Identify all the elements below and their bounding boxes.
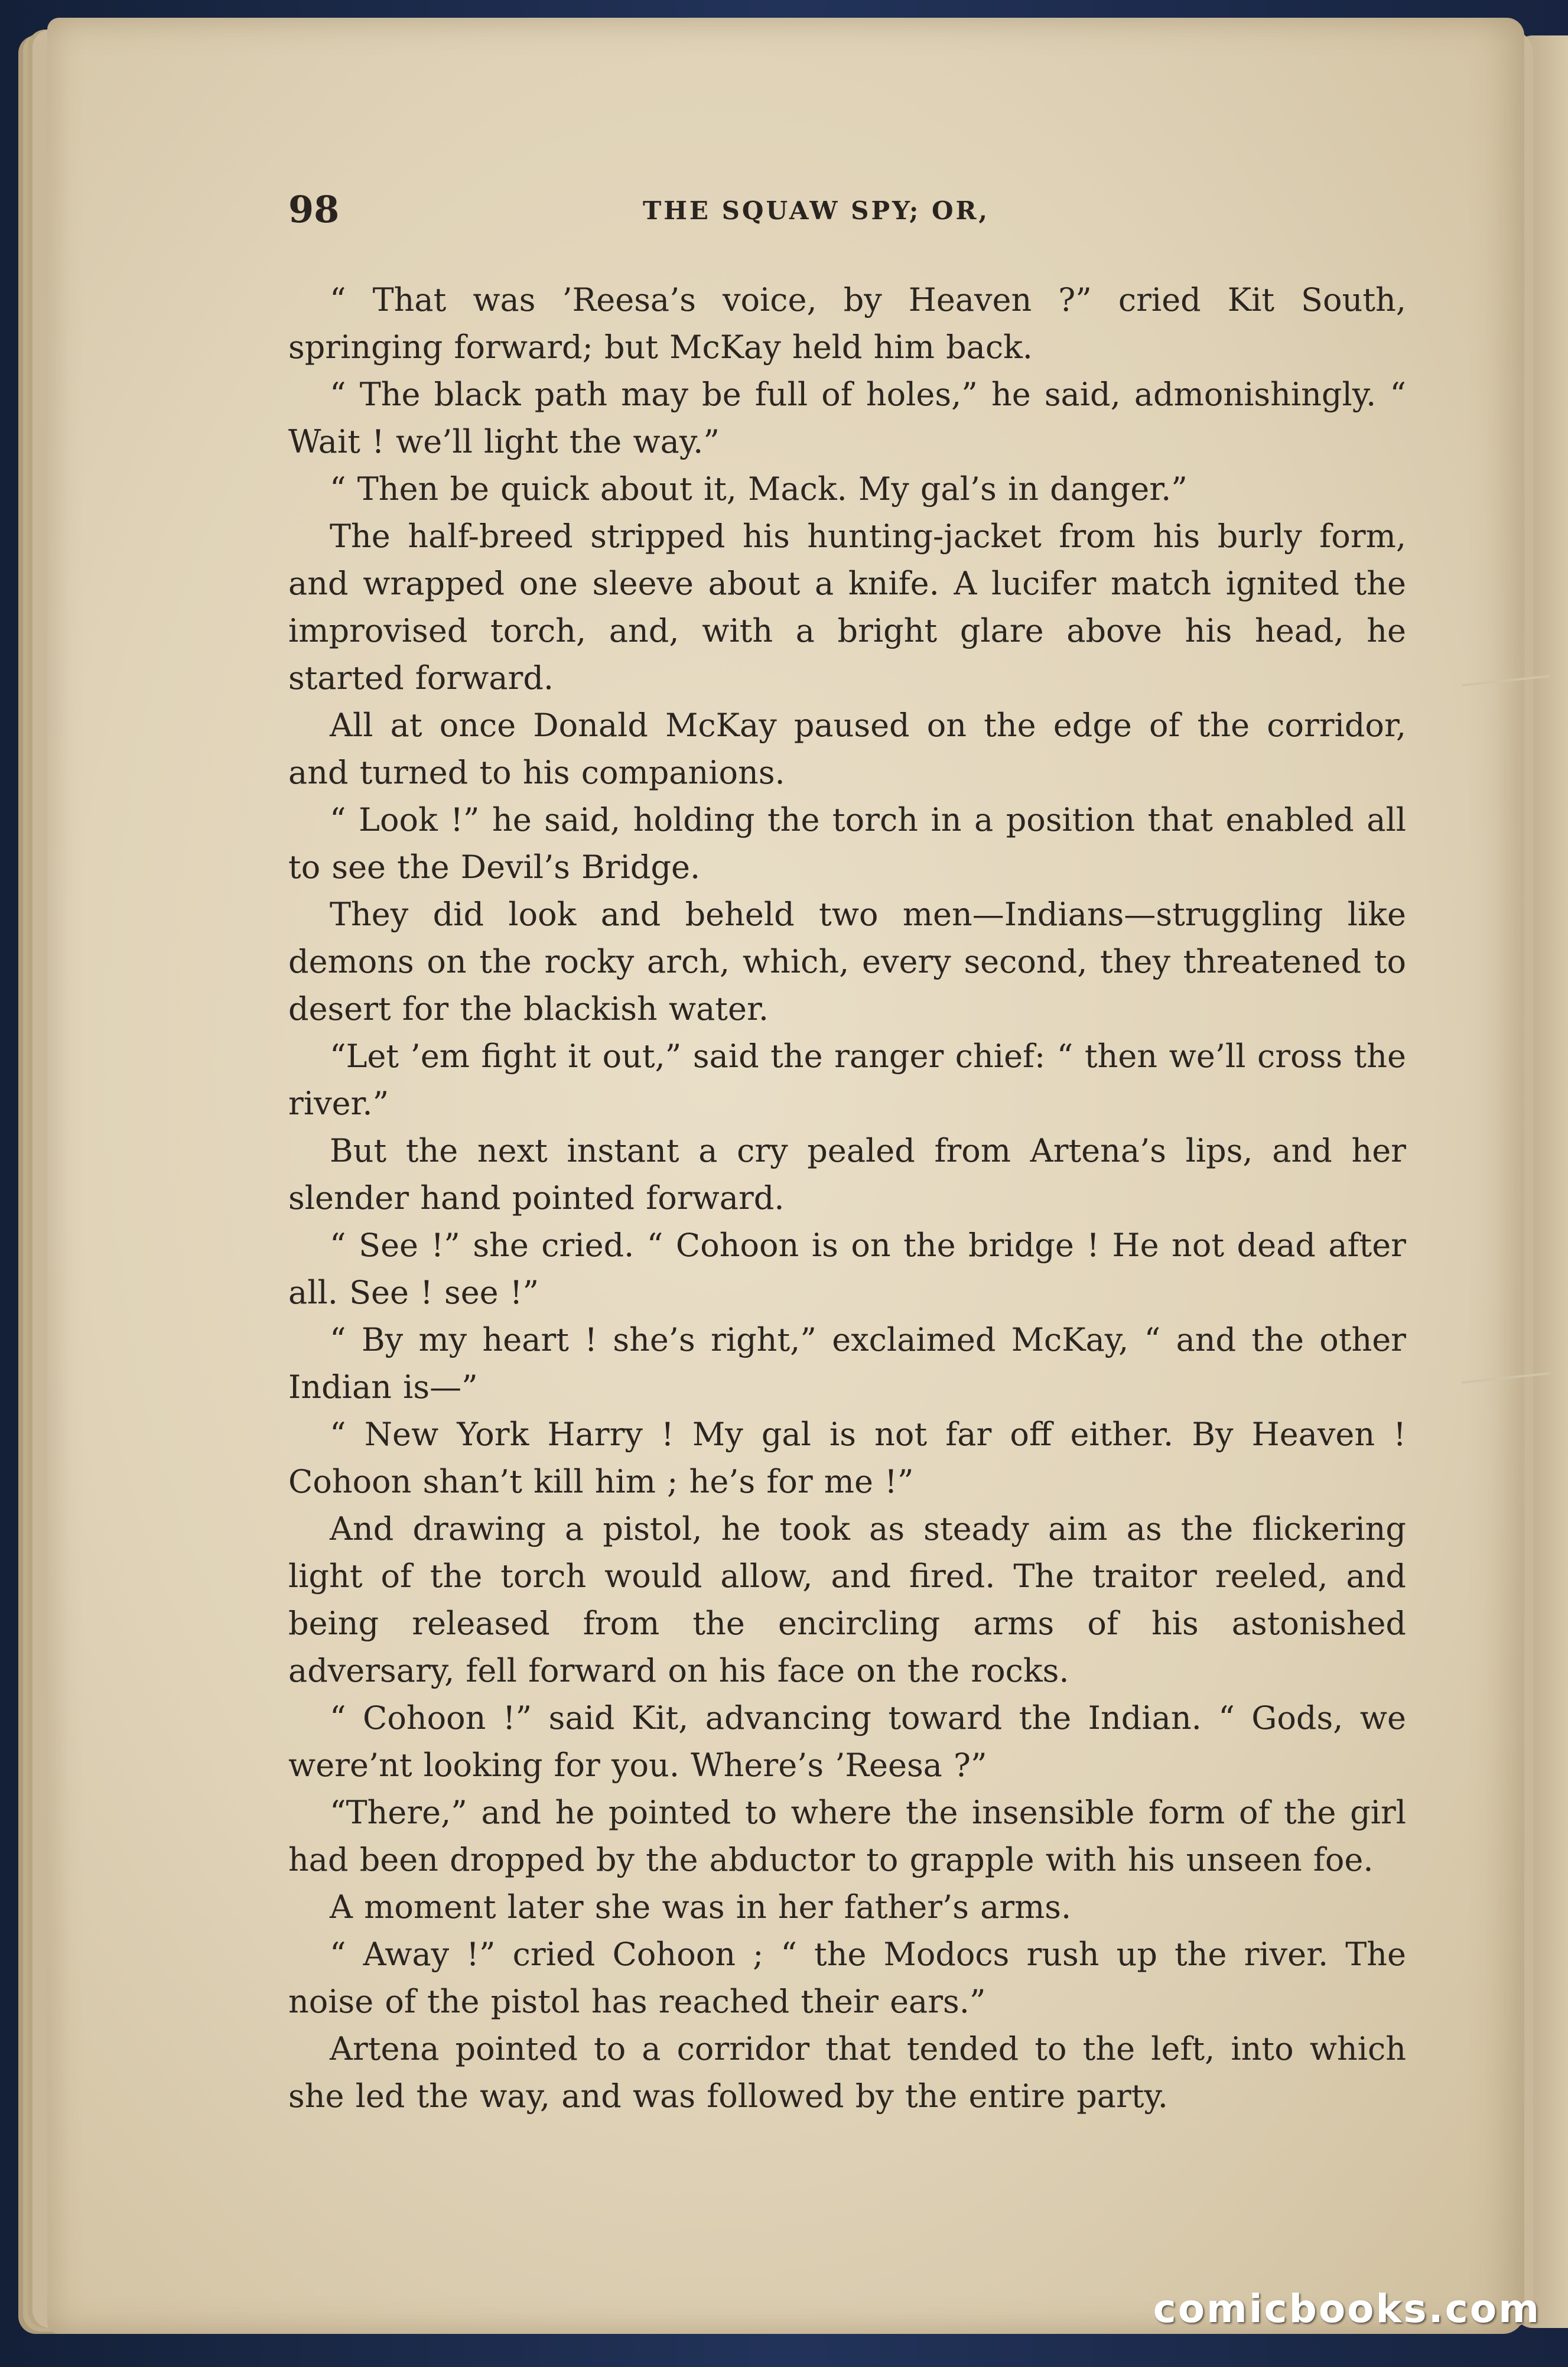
paragraph: “ Away !” cried Cohoon ; “ the Modocs rush up the river. The noise of the pistol has reached their ears.” xyxy=(288,1936,1406,2020)
paragraph: “ By my heart ! she’s right,” exclaimed McKay, “ and the other Indian is—” xyxy=(288,1321,1406,1406)
paragraph: “ Look !” he said, holding the torch in a position that enabled all to see the Devil’s Bridge. xyxy=(288,801,1406,886)
body-text xyxy=(288,277,1406,2120)
paragraph: “Let ’em fight it out,” said the ranger chief: “ then we’ll cross the river.” xyxy=(288,1038,1406,1122)
paragraph: The half-breed stripped his hunting-jacket from his burly form, and wrapped one sleeve about a knife. A lucifer match ignited the improvised torch, and, with a bright glare above his head, he started forward. xyxy=(288,518,1406,697)
paragraph: Artena pointed to a corridor that tended to the left, into which she led the way, and was followed by the entire party. xyxy=(288,2030,1406,2115)
paragraph: “ See !” she cried. “ Cohoon is on the bridge ! He not dead after all. See ! see !” xyxy=(288,1227,1406,1311)
watermark-logo: comicbooks.com xyxy=(1153,2286,1541,2332)
paragraph: All at once Donald McKay paused on the edge of the corridor, and turned to his companions. xyxy=(288,707,1406,791)
paragraph: “ That was ’Reesa’s voice, by Heaven ?” cried Kit South, springing forward; but McKay held him back. xyxy=(288,281,1406,366)
paragraph: But the next instant a cry pealed from Artena’s lips, and her slender hand pointed forward. xyxy=(288,1132,1406,1217)
paragraph: “There,” and he pointed to where the insensible form of the girl had been dropped by the abductor to grapple with his unseen foe. xyxy=(288,1794,1406,1878)
paragraph: “ Then be quick about it, Mack. My gal’s in danger.” xyxy=(330,470,1188,508)
paragraph: “ Cohoon !” said Kit, advancing toward the Indian. “ Gods, we were’nt looking for you. Where’s ’Reesa ?” xyxy=(288,1699,1406,1784)
paragraph: A moment later she was in her father’s arms. xyxy=(330,1888,1072,1926)
page-number: 98 xyxy=(288,188,340,231)
paragraph: They did look and beheld two men—Indians—struggling like demons on the rocky arch, which, every second, they threatened to desert for the blackish water. xyxy=(288,896,1406,1028)
paragraph: And drawing a pistol, he took as steady aim as the flickering light of the torch would allow, and fired. The traitor reeled, and being released from the encircling arms of his astonished adversary, fell forward on his face on the rocks. xyxy=(288,1510,1406,1689)
paragraph: “ New York Harry ! My gal is not far off either. By Heaven ! Cohoon shan’t kill him ; he’s for me !” xyxy=(288,1416,1406,1500)
paragraph: “ The black path may be full of holes,” he said, admonishingly. “ Wait ! we’ll light the way.” xyxy=(288,376,1406,460)
page-header xyxy=(288,188,1411,235)
running-head: THE SQUAW SPY; OR, xyxy=(643,196,990,225)
